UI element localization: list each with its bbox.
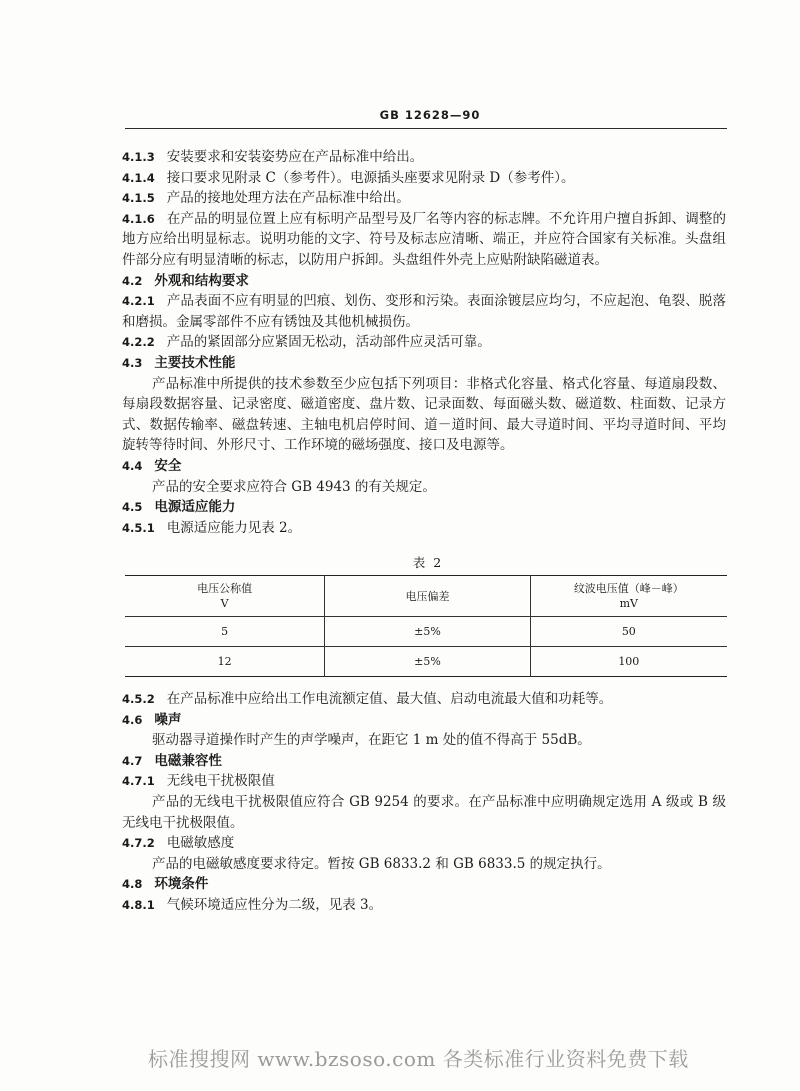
header-unit: V bbox=[220, 597, 229, 610]
clause-number: 4.5.1 bbox=[122, 520, 155, 535]
clause-text: 电源适应能力见表 2。 bbox=[166, 519, 302, 536]
table-cell: ±5% bbox=[325, 647, 530, 677]
header-rule bbox=[125, 128, 727, 129]
heading-number: 4.7 bbox=[122, 753, 143, 768]
header-label: 纹波电压值（峰－峰） bbox=[573, 582, 684, 595]
heading-title: 安全 bbox=[154, 457, 182, 474]
clause-4-2-1 bbox=[122, 291, 726, 332]
heading-number: 4.5 bbox=[122, 500, 143, 515]
paragraph-4-3: 产品标准中所提供的技术参数至少应包括下列项目：非格式化容量、格式化容量、每道扇段数、每扇段数据容量、记录密度、磁道密度、盘片数、记录面数、每面磁头数、磁道数、柱面数、记录方式、数据传输率、磁盘转速、主轴电机启停时间、道－道时间、最大寻道时间、平均寻道时间、平均旋转等待时间、外形尺寸、工作环境的磁场强度、接口及电源等。 bbox=[122, 375, 726, 454]
heading-title: 外观和结构要求 bbox=[154, 272, 249, 289]
clause-text: 安装要求和安装姿势应在产品标准中给出。 bbox=[166, 149, 424, 165]
heading-4-7 bbox=[122, 751, 726, 772]
header-voltage-deviation bbox=[325, 576, 530, 617]
clause-4-7-2 bbox=[122, 833, 726, 854]
clause-4-5-1 bbox=[122, 518, 726, 539]
clause-number: 4.1.5 bbox=[122, 191, 155, 206]
section-bottom bbox=[122, 689, 726, 916]
clause-4-1-3 bbox=[122, 147, 726, 168]
clause-text: 在产品标准中应给出工作电流额定值、最大值、启动电流最大值和功耗等。 bbox=[166, 691, 613, 707]
table-cell: 5 bbox=[125, 617, 325, 647]
heading-4-8 bbox=[122, 874, 726, 895]
header-nominal-voltage bbox=[125, 576, 325, 617]
table-2 bbox=[125, 575, 727, 677]
clause-number: 4.8.1 bbox=[122, 897, 155, 912]
heading-4-6 bbox=[122, 710, 726, 731]
clause-number: 4.7.1 bbox=[122, 774, 155, 789]
header-unit: mV bbox=[619, 597, 638, 610]
heading-4-2 bbox=[122, 271, 726, 292]
heading-number: 4.6 bbox=[122, 712, 143, 727]
clause-number: 4.1.3 bbox=[122, 150, 155, 164]
heading-title: 电源适应能力 bbox=[154, 499, 236, 516]
clause-4-1-4 bbox=[122, 168, 726, 189]
clause-text: 电磁敏感度 bbox=[166, 835, 235, 852]
clause-number: 4.5.2 bbox=[122, 692, 155, 706]
table-cell: 50 bbox=[530, 617, 727, 647]
heading-number: 4.8 bbox=[122, 877, 143, 892]
table-header-row bbox=[125, 576, 727, 617]
clause-number: 4.1.4 bbox=[122, 170, 155, 185]
heading-4-3 bbox=[122, 353, 726, 374]
table-row bbox=[125, 647, 727, 677]
clause-text: 接口要求见附录 C（参考件）。电源插头座要求见附录 D（参考件）。 bbox=[166, 169, 575, 186]
heading-number: 4.3 bbox=[122, 355, 143, 370]
clause-text: 产品的紧固部分应紧固无松动，活动部件应灵活可靠。 bbox=[166, 334, 491, 351]
heading-number: 4.4 bbox=[122, 458, 143, 473]
clause-4-8-1 bbox=[122, 895, 726, 916]
paragraph-4-6: 驱动器寻道操作时产生的声学噪声，在距它 1 m 处的值不得高于 55dB。 bbox=[152, 732, 591, 749]
header-ripple-voltage bbox=[530, 576, 727, 617]
clause-4-1-6 bbox=[122, 209, 726, 271]
heading-title: 环境条件 bbox=[154, 876, 209, 893]
heading-title: 噪声 bbox=[154, 711, 182, 728]
clause-text: 气候环境适应性分为二级，见表 3。 bbox=[166, 896, 383, 913]
section-top bbox=[122, 147, 726, 538]
heading-4-4 bbox=[122, 456, 726, 477]
clause-number: 4.2.2 bbox=[122, 335, 155, 350]
clause-text: 在产品的明显位置上应有标明产品型号及厂名等内容的标志牌。不允许用户擅自拆卸、调整的地方应给出明显标志。说明功能的文字、符号及标志应清晰、端正，并应符合国家有关标准。头盘组件部分应有明显清晰的标志，以防用户拆卸。头盘组件外壳上应贴附缺陷磁道表。 bbox=[122, 210, 726, 268]
paragraph-4-4: 产品的安全要求应符合 GB 4943 的有关规定。 bbox=[152, 478, 436, 495]
clause-number: 4.2.1 bbox=[122, 294, 155, 309]
clause-4-1-5 bbox=[122, 188, 726, 209]
clause-number: 4.7.2 bbox=[122, 836, 155, 851]
clause-4-5-2 bbox=[122, 689, 726, 710]
clause-text: 无线电干扰极限值 bbox=[166, 773, 275, 790]
table-2-caption: 表 2 bbox=[412, 555, 444, 570]
clause-number: 4.1.6 bbox=[122, 211, 155, 226]
clause-4-7-1 bbox=[122, 771, 726, 792]
table-cell: 12 bbox=[217, 655, 232, 668]
header-label: 电压偏差 bbox=[405, 589, 450, 603]
table-cell: 100 bbox=[530, 647, 727, 677]
paragraph-4-7-2: 产品的电磁敏感度要求待定。暂按 GB 6833.2 和 GB 6833.5 的规定执行。 bbox=[152, 855, 611, 872]
footer-banner: 标准搜搜网 www.bzsoso.com 各类标准行业资料免费下载 bbox=[148, 1047, 689, 1071]
heading-title: 电磁兼容性 bbox=[154, 752, 222, 769]
heading-title: 主要技术性能 bbox=[154, 354, 236, 371]
standard-code-header: GB 12628—90 bbox=[379, 108, 481, 122]
heading-4-5 bbox=[122, 497, 726, 518]
table-cell: ±5% bbox=[325, 617, 530, 647]
clause-4-2-2 bbox=[122, 332, 726, 353]
clause-text: 产品表面不应有明显的凹痕、划伤、变形和污染。表面涂镀层应均匀，不应起泡、龟裂、脱落和磨损。金属零部件不应有锈蚀及其他机械损伤。 bbox=[122, 293, 726, 330]
header-label: 电压公称值 bbox=[197, 582, 253, 595]
heading-number: 4.2 bbox=[122, 273, 143, 288]
paragraph-4-7-1: 产品的无线电干扰极限值应符合 GB 9254 的要求。在产品标准中应明确规定选用 A 级或 B 级无线电干扰极限值。 bbox=[122, 793, 726, 831]
table-row bbox=[125, 617, 727, 647]
clause-text: 产品的接地处理方法在产品标准中给出。 bbox=[166, 190, 410, 207]
